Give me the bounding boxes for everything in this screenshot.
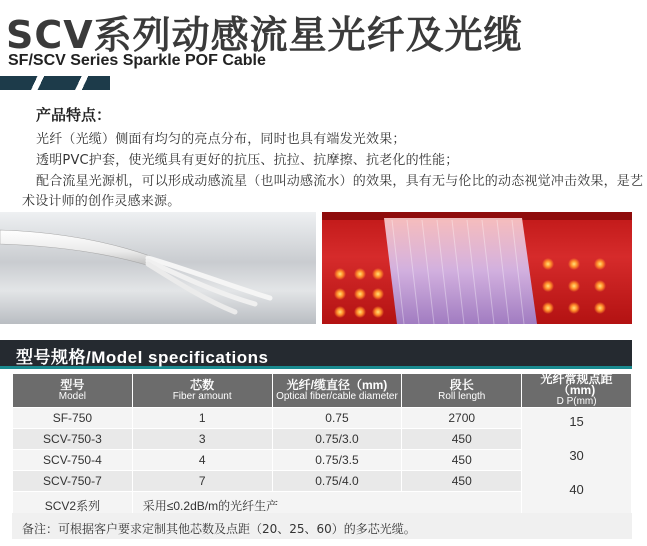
col-header-fibers: 芯数 Fiber amount — [132, 374, 272, 408]
col-header-diameter: 光纤/缆直径（mm) Optical fiber/cable diameter — [272, 374, 402, 408]
cell-model: SCV-750-3 — [13, 429, 133, 450]
col-header-length: 段长 Roll length — [402, 374, 522, 408]
cell-scv2-description: 采用≤0.2dB/m的光纤生产 — [132, 492, 521, 520]
features-heading: 产品特点： — [36, 107, 112, 124]
table-row — [13, 408, 632, 429]
cell-length: 450 — [402, 450, 522, 471]
spec-section-title: 型号规格/Model specifications — [16, 348, 269, 367]
feature-line-3: 配合流星光源机，可以形成动感流星（也叫动感流水）的效果，具有无与伦比的动态视觉冲击效果，是艺 — [36, 174, 644, 189]
sparkle-installation-photo — [322, 212, 632, 324]
cell-diameter: 0.75/3.5 — [272, 450, 402, 471]
cell-diameter: 0.75/4.0 — [272, 471, 402, 492]
cell-diameter: 0.75 — [272, 408, 402, 429]
dp-value: 40 — [569, 481, 584, 497]
col-header-model: 型号 Model — [13, 374, 133, 408]
cable-photo — [0, 212, 316, 324]
spec-table-header — [13, 374, 632, 408]
cell-fibers: 4 — [132, 450, 272, 471]
cell-length: 2700 — [402, 408, 522, 429]
table-note: 备注：可根据客户要求定制其他芯数及点距（20、25、60）的多芯光缆。 — [22, 522, 416, 536]
dp-value: 30 — [569, 447, 584, 463]
cell-fibers: 3 — [132, 429, 272, 450]
spec-section-header — [0, 340, 632, 369]
feature-line-2: 透明PVC护套，使光缆具有更好的抗压、抗拉、抗摩擦、抗老化的性能； — [36, 153, 459, 168]
cell-length: 450 — [402, 471, 522, 492]
col-header-dp: 光纤常规点距（mm) D P(mm) — [522, 374, 632, 408]
cell-fibers: 1 — [132, 408, 272, 429]
cell-model: SCV-750-7 — [13, 471, 133, 492]
page-title: SCV系列动感流星光纤及光缆 — [6, 13, 523, 57]
decorative-stripe — [0, 76, 110, 90]
page-subtitle: SF/SCV Series Sparkle POF Cable — [8, 52, 266, 69]
cell-length: 450 — [402, 429, 522, 450]
spec-table — [12, 373, 632, 520]
cell-model: SCV2系列 — [13, 492, 133, 520]
feature-line-4: 术设计师的创作灵感来源。 — [22, 194, 181, 209]
cell-model: SF-750 — [13, 408, 133, 429]
cell-model: SCV-750-4 — [13, 450, 133, 471]
feature-line-1: 光纤（光缆）侧面有均匀的亮点分布，同时也具有端发光效果； — [36, 132, 406, 147]
cell-diameter: 0.75/3.0 — [272, 429, 402, 450]
dp-value: 15 — [569, 413, 584, 429]
cell-fibers: 7 — [132, 471, 272, 492]
dp-cell — [522, 408, 632, 520]
